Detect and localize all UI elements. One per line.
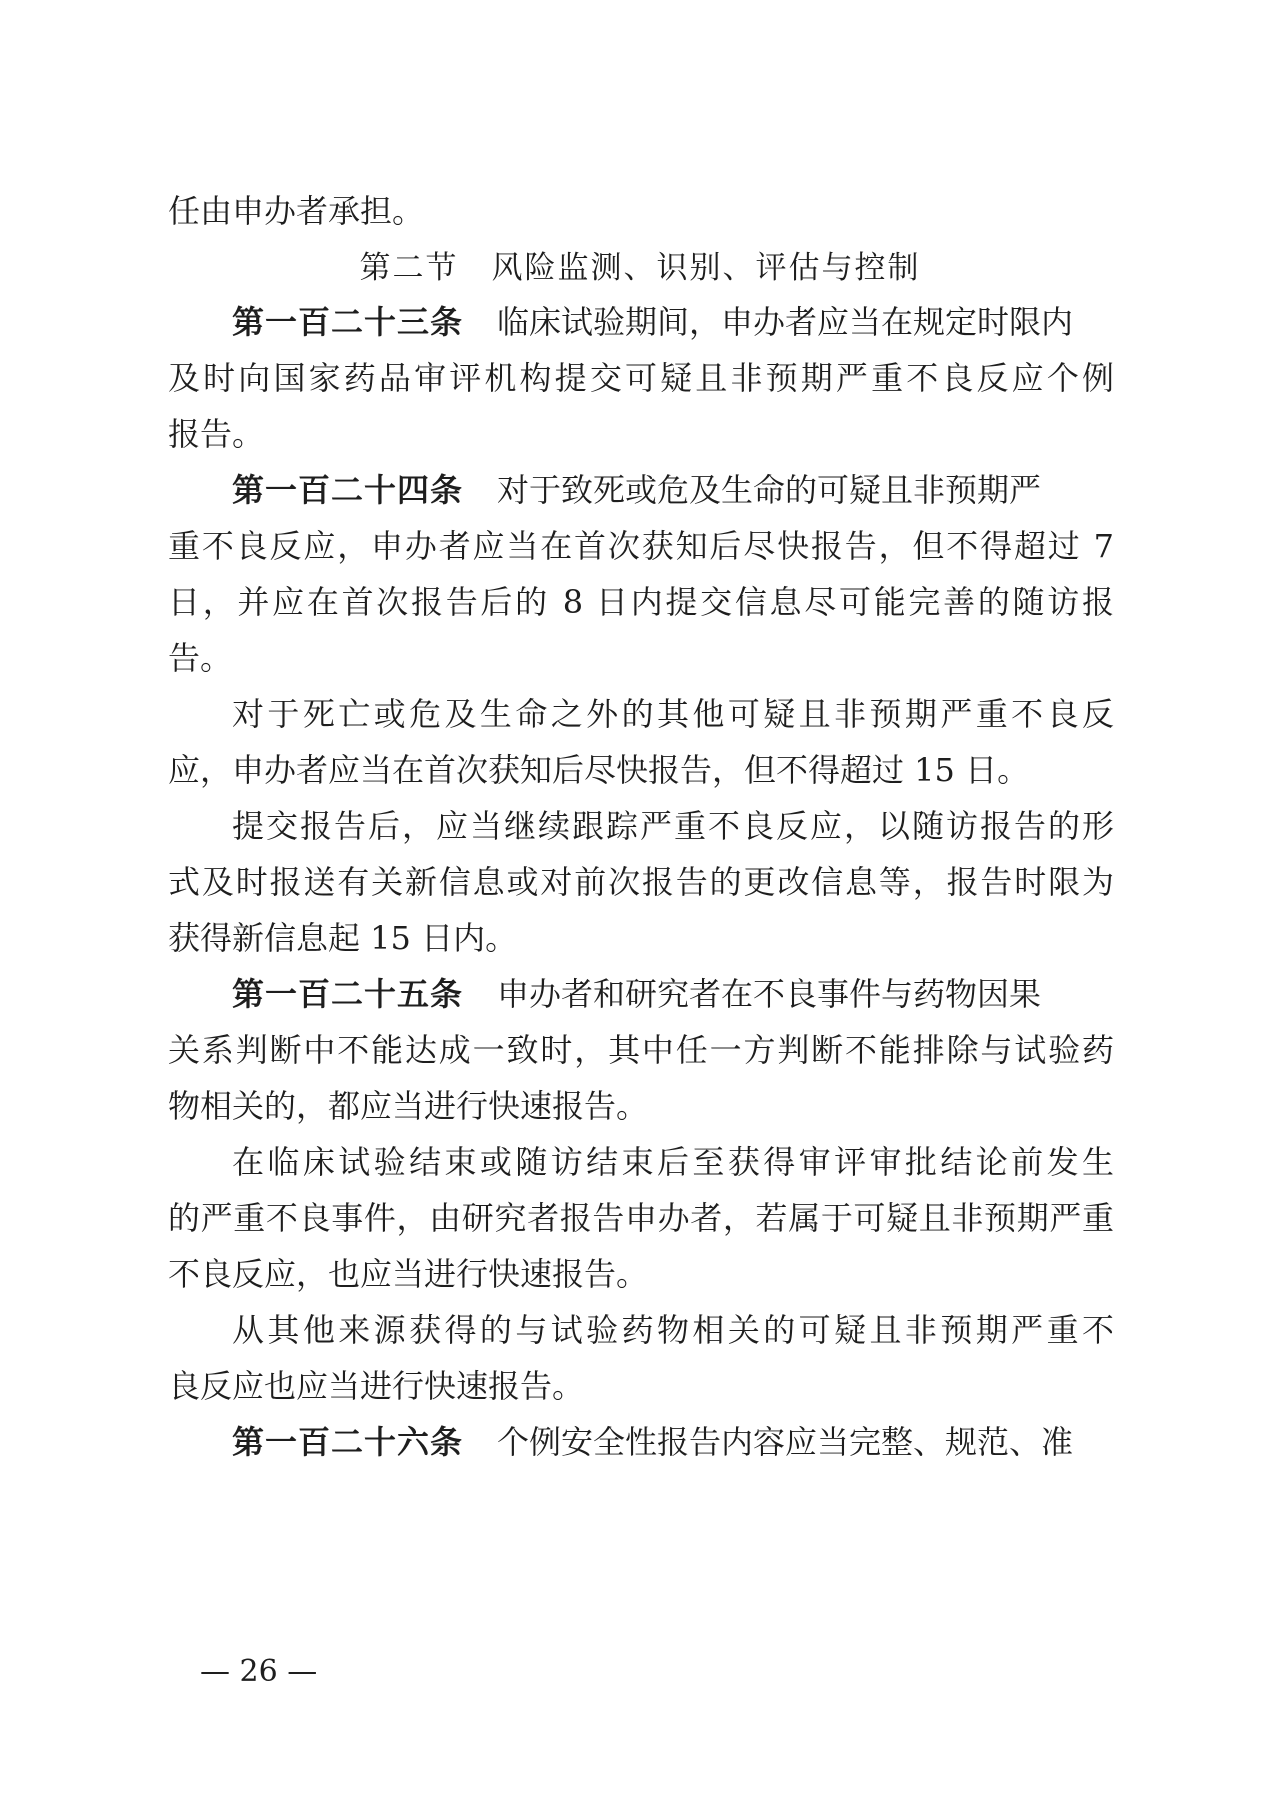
- text-line: 良反应也应当进行快速报告。: [168, 1367, 585, 1405]
- text-line: 在临床试验结束或随访结束后至获得审评审批结论前发生: [232, 1143, 1114, 1181]
- article-125-line: [232, 970, 1114, 1018]
- article-number-123: 第一百二十三条: [232, 303, 464, 341]
- text-line: 重不良反应，申办者应当在首次获知后尽快报告，但不得超过 7: [168, 527, 1114, 565]
- article-number-125: 第一百二十五条: [232, 975, 464, 1013]
- text-line: 日，并应在首次报告后的 8 日内提交信息尽可能完善的随访报: [168, 583, 1114, 621]
- text-line: 对于死亡或危及生命之外的其他可疑且非预期严重不良反: [232, 695, 1114, 733]
- text-line: 获得新信息起 15 日内。: [168, 919, 518, 957]
- page-number: — 26 —: [200, 1654, 318, 1689]
- text-line: 报告。: [168, 415, 265, 453]
- text-line: 从其他来源获得的与试验药物相关的可疑且非预期严重不: [232, 1311, 1114, 1349]
- text-segment: 申办者和研究者在不良事件与药物因果: [497, 975, 1042, 1013]
- article-number-126: 第一百二十六条: [232, 1423, 464, 1461]
- text-line: 应，申办者应当在首次获知后尽快报告，但不得超过 15 日。: [168, 751, 1030, 789]
- text-line: 及时向国家药品审评机构提交可疑且非预期严重不良反应个例: [168, 359, 1114, 397]
- text-line: 告。: [168, 639, 233, 677]
- text-segment: 对于致死或危及生命的可疑且非预期严: [497, 471, 1042, 509]
- text-line: 式及时报送有关新信息或对前次报告的更改信息等，报告时限为: [168, 863, 1114, 901]
- text-line: 物相关的，都应当进行快速报告。: [168, 1087, 649, 1125]
- text-segment: 临床试验期间，申办者应当在规定时限内: [497, 303, 1074, 341]
- text-line: 任由申办者承担。: [168, 192, 425, 230]
- article-124-line: [232, 466, 1114, 514]
- text-line: 提交报告后，应当继续跟踪严重不良反应，以随访报告的形: [232, 807, 1114, 845]
- article-number-124: 第一百二十四条: [232, 471, 464, 509]
- article-123-line: [232, 298, 1114, 346]
- text-segment: 个例安全性报告内容应当完整、规范、准: [497, 1423, 1074, 1461]
- text-line: 的严重不良事件，由研究者报告申办者，若属于可疑且非预期严重: [168, 1199, 1114, 1237]
- text-line: 不良反应，也应当进行快速报告。: [168, 1255, 649, 1293]
- text-line: 关系判断中不能达成一致时，其中任一方判断不能排除与试验药: [168, 1031, 1114, 1069]
- section-heading: 第二节 风险监测、识别、评估与控制: [359, 250, 921, 286]
- article-126-line: [232, 1418, 1114, 1466]
